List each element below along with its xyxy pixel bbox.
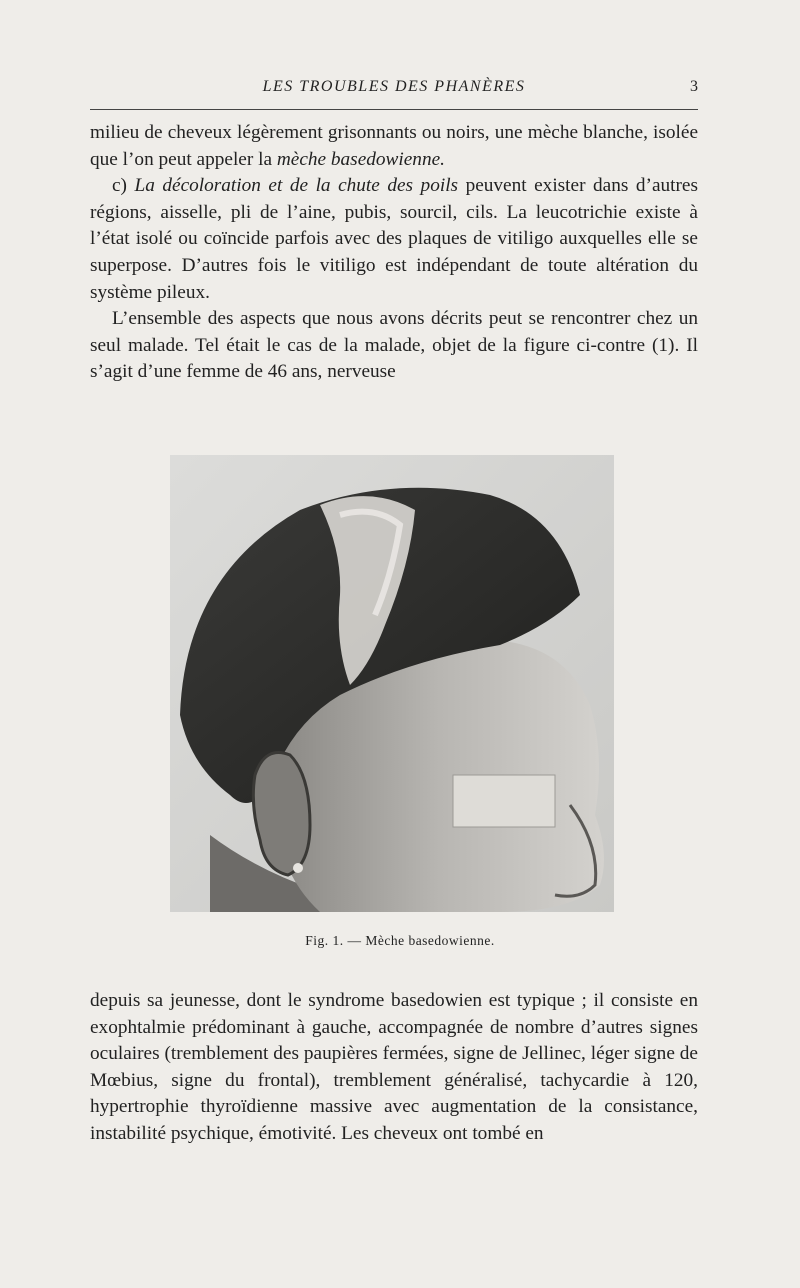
italic-text-run: mèche basedowienne.: [276, 148, 445, 170]
text-run: L’ensemble des aspects que nous avons décrits peut se rencontrer chez un seul malade. Tel était le cas de la malade, objet de la figure ci-contre (1). Il s’agit d’une femme de 46 ans, nerveuse: [90, 308, 698, 383]
eye-mask: [453, 775, 555, 827]
header-rule: [90, 109, 698, 110]
page-header: [90, 76, 698, 100]
top-text-block: [90, 120, 698, 386]
running-title: LES TROUBLES DES PHANÈRES: [262, 78, 526, 95]
paragraph-4: depuis sa jeunesse, dont le syndrome basedowien est typique ; il consiste en exophtalmie prédominant à gauche, accompagnée de nombre d’autres signes oculaires (tremblement des paupières fermées, signe de Jellinec, léger signe de Mœbius, signe du frontal), tremblement généralisé, tachycardie à 120, hypertrophie thyroïdienne massive avec augmentation de la consistance, instabilité psychique, émotivité. Les cheveux ont tombé en: [90, 990, 698, 1144]
paragraph-1: [90, 120, 698, 173]
text-run: c): [112, 175, 135, 197]
figure-photograph: [170, 455, 614, 912]
text-run: peuvent exister dans d’autres régions, aisselle, pli de l’aine, pubis, sourcil, cils. La leucotrichie existe à l’état isolé ou coïncide parfois avec des plaques de vitiligo auxquelles elle se superpose. D’autres fois le vitiligo est indépendant de toute altération du système pileux.: [90, 175, 698, 303]
italic-text-run: La décoloration et de la chute des poils: [134, 175, 459, 197]
page-number: 3: [690, 78, 698, 95]
paragraph-3: [90, 306, 698, 386]
paragraph-2: [90, 173, 698, 306]
figure-caption: Fig. 1. — Mèche basedowienne.: [305, 933, 495, 948]
portrait-photo: [170, 455, 614, 912]
bottom-text-block: [90, 988, 698, 1148]
text-run: milieu de cheveux légèrement grisonnants ou noirs, une mèche blanche, isolée que l’on peut appeler la: [90, 122, 698, 170]
